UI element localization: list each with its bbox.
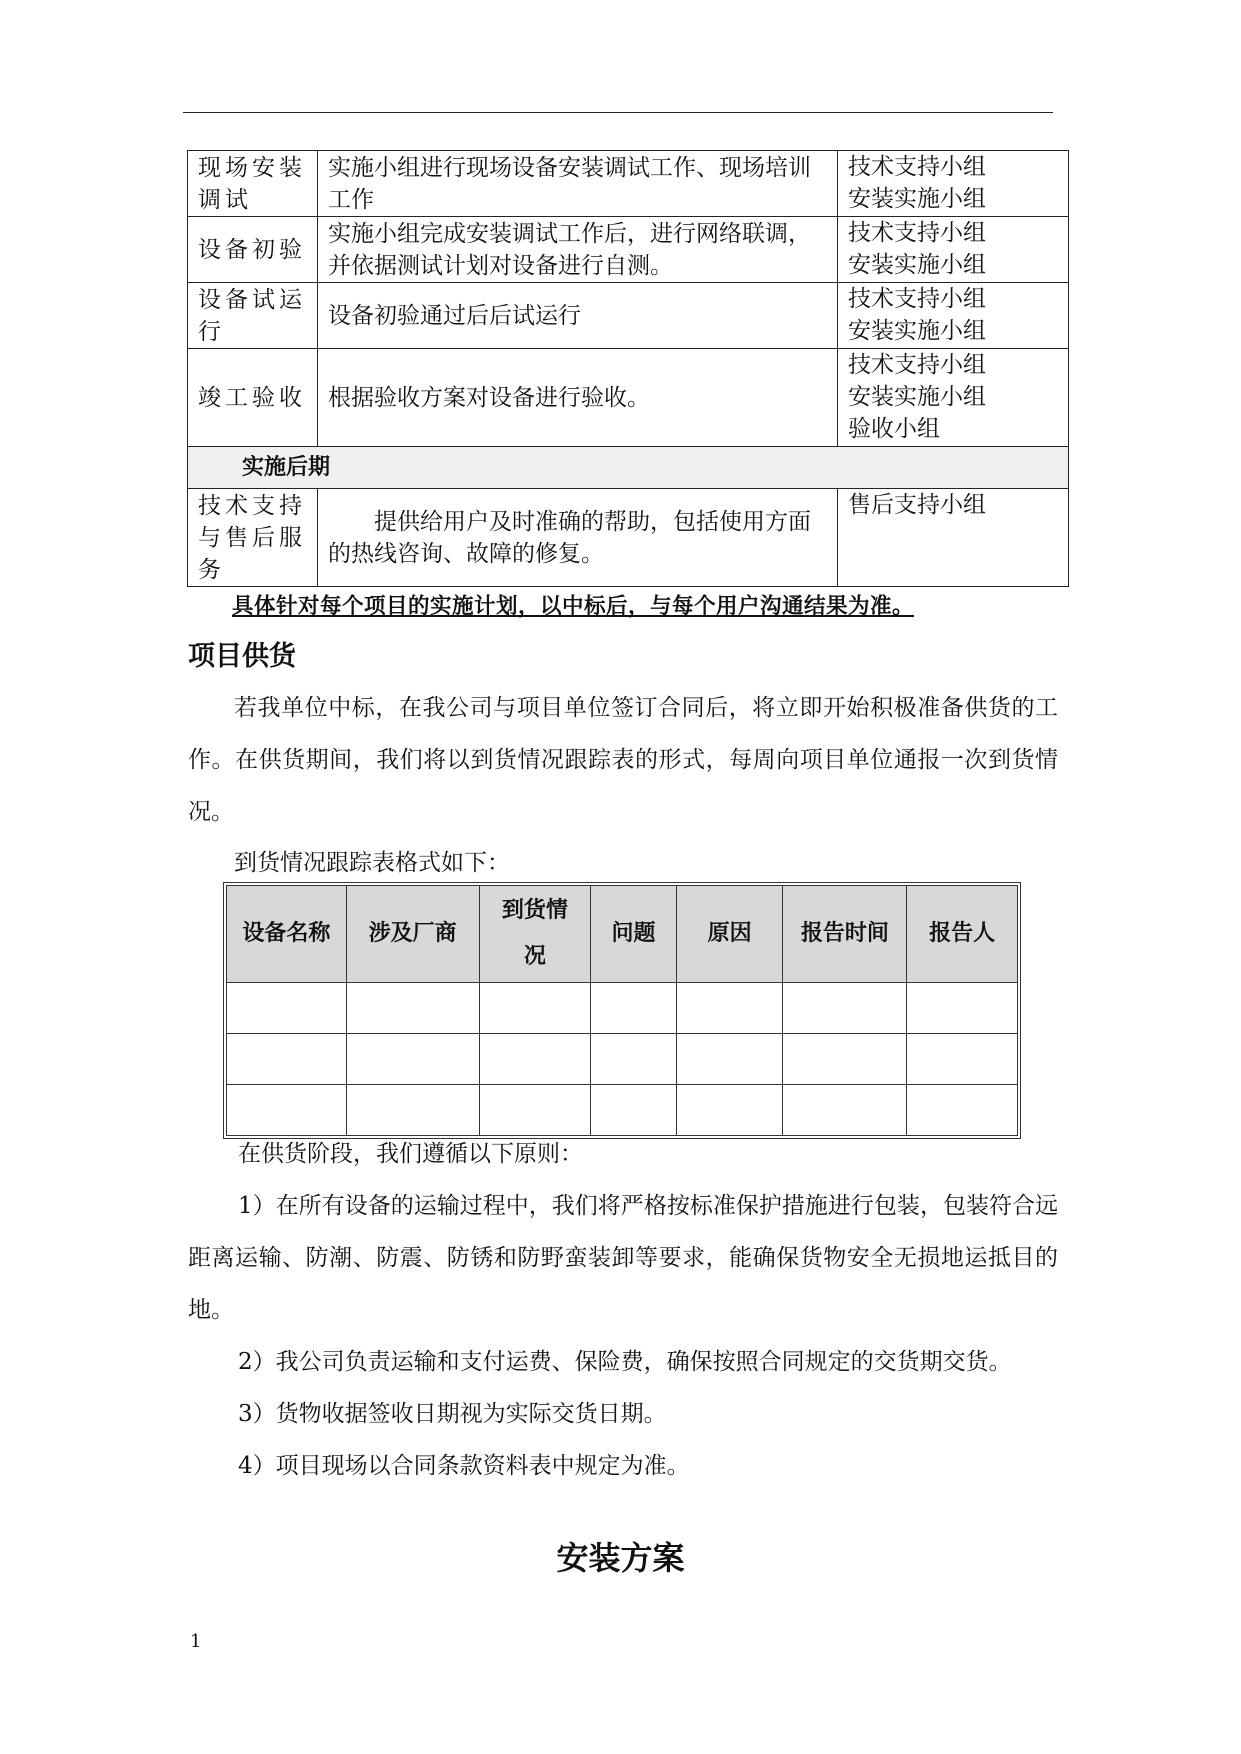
implementation-table xyxy=(187,150,1069,587)
empty-cell xyxy=(227,1034,347,1085)
implementation-note: 具体针对每个项目的实施计划，以中标后，与每个用户沟通结果为准。 xyxy=(232,594,915,619)
page-number: 1 xyxy=(190,1631,202,1652)
principle-item: 2）我公司负责运输和支付运费、保险费，确保按照合同规定的交货期交货。 xyxy=(238,1349,1012,1375)
principle-item: 1）在所有设备的运输过程中，我们将严格按标准保护措施进行包装，包装符合远距离运输、防潮、防震、防锈和防野蛮装卸等要求，能确保货物安全无损地运抵目的地。 xyxy=(188,1193,1058,1323)
header-arrival-status: 到货情况 xyxy=(479,886,591,983)
tracking-header-row xyxy=(227,886,1018,983)
responsible-cell: 技术支持小组 安装实施小组 验收小组 xyxy=(838,349,1069,447)
next-section-title: 安装方案 xyxy=(556,1539,685,1577)
table-row xyxy=(188,217,1069,283)
stage-cell: 设备初验 xyxy=(188,217,318,283)
responsible-cell: 技术支持小组 安装实施小组 xyxy=(838,283,1069,349)
empty-cell xyxy=(591,1034,677,1085)
header-reporter: 报告人 xyxy=(907,886,1018,983)
responsible-cell: 技术支持小组 安装实施小组 xyxy=(838,217,1069,283)
tracking-table xyxy=(226,885,1018,1136)
header-issue: 问题 xyxy=(591,886,677,983)
stage-cell: 现场安装调试 xyxy=(188,151,318,217)
empty-cell xyxy=(676,1034,783,1085)
content-cell: 实施小组进行现场设备安装调试工作、现场培训工作 xyxy=(318,151,838,217)
stage-cell: 技术支持与售后服务 xyxy=(188,489,318,587)
content-cell: 提供给用户及时准确的帮助，包括使用方面的热线咨询、故障的修复。 xyxy=(318,489,838,587)
header-rule xyxy=(183,112,1053,113)
empty-cell xyxy=(907,1034,1018,1085)
empty-cell xyxy=(346,1034,479,1085)
section-label: 实施后期 xyxy=(188,447,1069,489)
content-cell: 实施小组完成安装调试工作后，进行网络联调，并依据测试计划对设备进行自测。 xyxy=(318,217,838,283)
header-vendor: 涉及厂商 xyxy=(346,886,479,983)
content-cell: 设备初验通过后后试运行 xyxy=(318,283,838,349)
header-reason: 原因 xyxy=(676,886,783,983)
content-cell: 根据验收方案对设备进行验收。 xyxy=(318,349,838,447)
empty-cell xyxy=(783,983,907,1034)
principles-intro: 在供货阶段，我们遵循以下原则： xyxy=(238,1141,583,1167)
empty-cell xyxy=(227,983,347,1034)
header-report-time: 报告时间 xyxy=(783,886,907,983)
empty-cell xyxy=(479,1034,591,1085)
empty-cell xyxy=(676,983,783,1034)
table-row xyxy=(227,983,1018,1034)
table-row xyxy=(188,283,1069,349)
table-row xyxy=(188,151,1069,217)
empty-cell xyxy=(907,983,1018,1034)
principle-item: 3）货物收据签收日期视为实际交货日期。 xyxy=(238,1401,667,1427)
tracking-table-frame xyxy=(223,882,1021,1139)
empty-cell xyxy=(591,983,677,1034)
empty-cell xyxy=(346,983,479,1034)
empty-cell xyxy=(783,1034,907,1085)
stage-cell: 设备试运行 xyxy=(188,283,318,349)
responsible-cell: 技术支持小组 安装实施小组 xyxy=(838,151,1069,217)
section-heading: 项目供货 xyxy=(188,641,296,672)
header-device-name: 设备名称 xyxy=(227,886,347,983)
empty-cell xyxy=(479,983,591,1034)
table-row xyxy=(227,1034,1018,1085)
section-row xyxy=(188,447,1069,489)
table-intro: 到货情况跟踪表格式如下： xyxy=(234,850,510,876)
table-row xyxy=(188,489,1069,587)
table-row xyxy=(188,349,1069,447)
supply-paragraph: 若我单位中标，在我公司与项目单位签订合同后，将立即开始积极准备供货的工作。在供货期间，我们将以到货情况跟踪表的形式，每周向项目单位通报一次到货情况。 xyxy=(188,695,1058,825)
stage-cell: 竣工验收 xyxy=(188,349,318,447)
responsible-cell: 售后支持小组 xyxy=(838,489,1069,587)
principle-item: 4）项目现场以合同条款资料表中规定为准。 xyxy=(238,1453,690,1479)
